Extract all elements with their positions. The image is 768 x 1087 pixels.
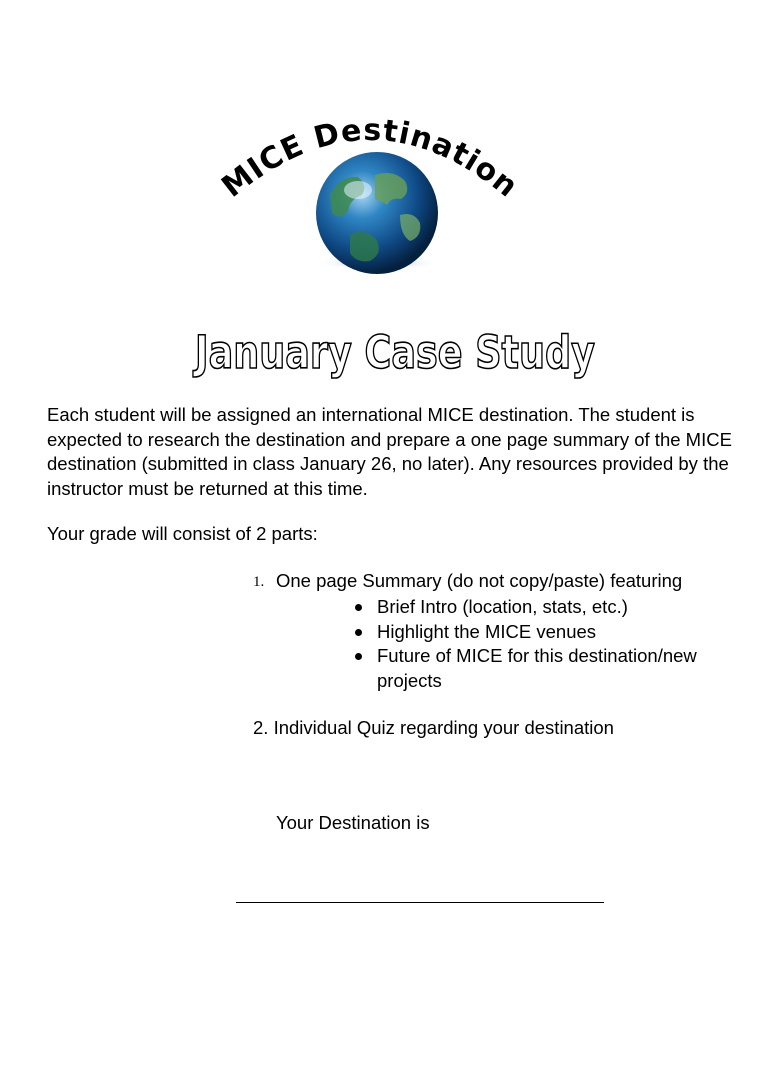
intro-paragraph: Each student will be assigned an international MICE destination. The student is expected to research the destination and prepare a one page summary of the MICE destination (submitted in class January 26, no later). Any resources provided by the instructor must be returned at this time. <box>47 404 732 499</box>
grade-intro: Your grade will consist of 2 parts: <box>47 523 318 544</box>
bullet-icon <box>355 604 362 611</box>
list-number: 1. <box>253 574 265 590</box>
page-title: January Case Study <box>192 326 595 379</box>
bullet-icon <box>355 653 362 660</box>
feature-bullet-list <box>355 595 745 693</box>
list-item: One page Summary (do not copy/paste) featuring <box>276 570 683 591</box>
logo-curved-text: MICE Destination <box>215 112 525 205</box>
list-item: 2. Individual Quiz regarding your destination <box>253 717 614 738</box>
bullet-item: Brief Intro (location, stats, etc.) <box>355 595 745 620</box>
bullet-item: Highlight the MICE venues <box>355 620 745 645</box>
mice-destination-logo <box>180 95 560 280</box>
bullet-icon <box>355 629 362 636</box>
destination-label: Your Destination is <box>276 812 430 833</box>
bullet-item: Future of MICE for this destination/new projects <box>355 644 745 693</box>
case-study-title <box>150 318 650 380</box>
globe-icon <box>316 152 438 274</box>
destination-blank-line <box>236 902 604 903</box>
